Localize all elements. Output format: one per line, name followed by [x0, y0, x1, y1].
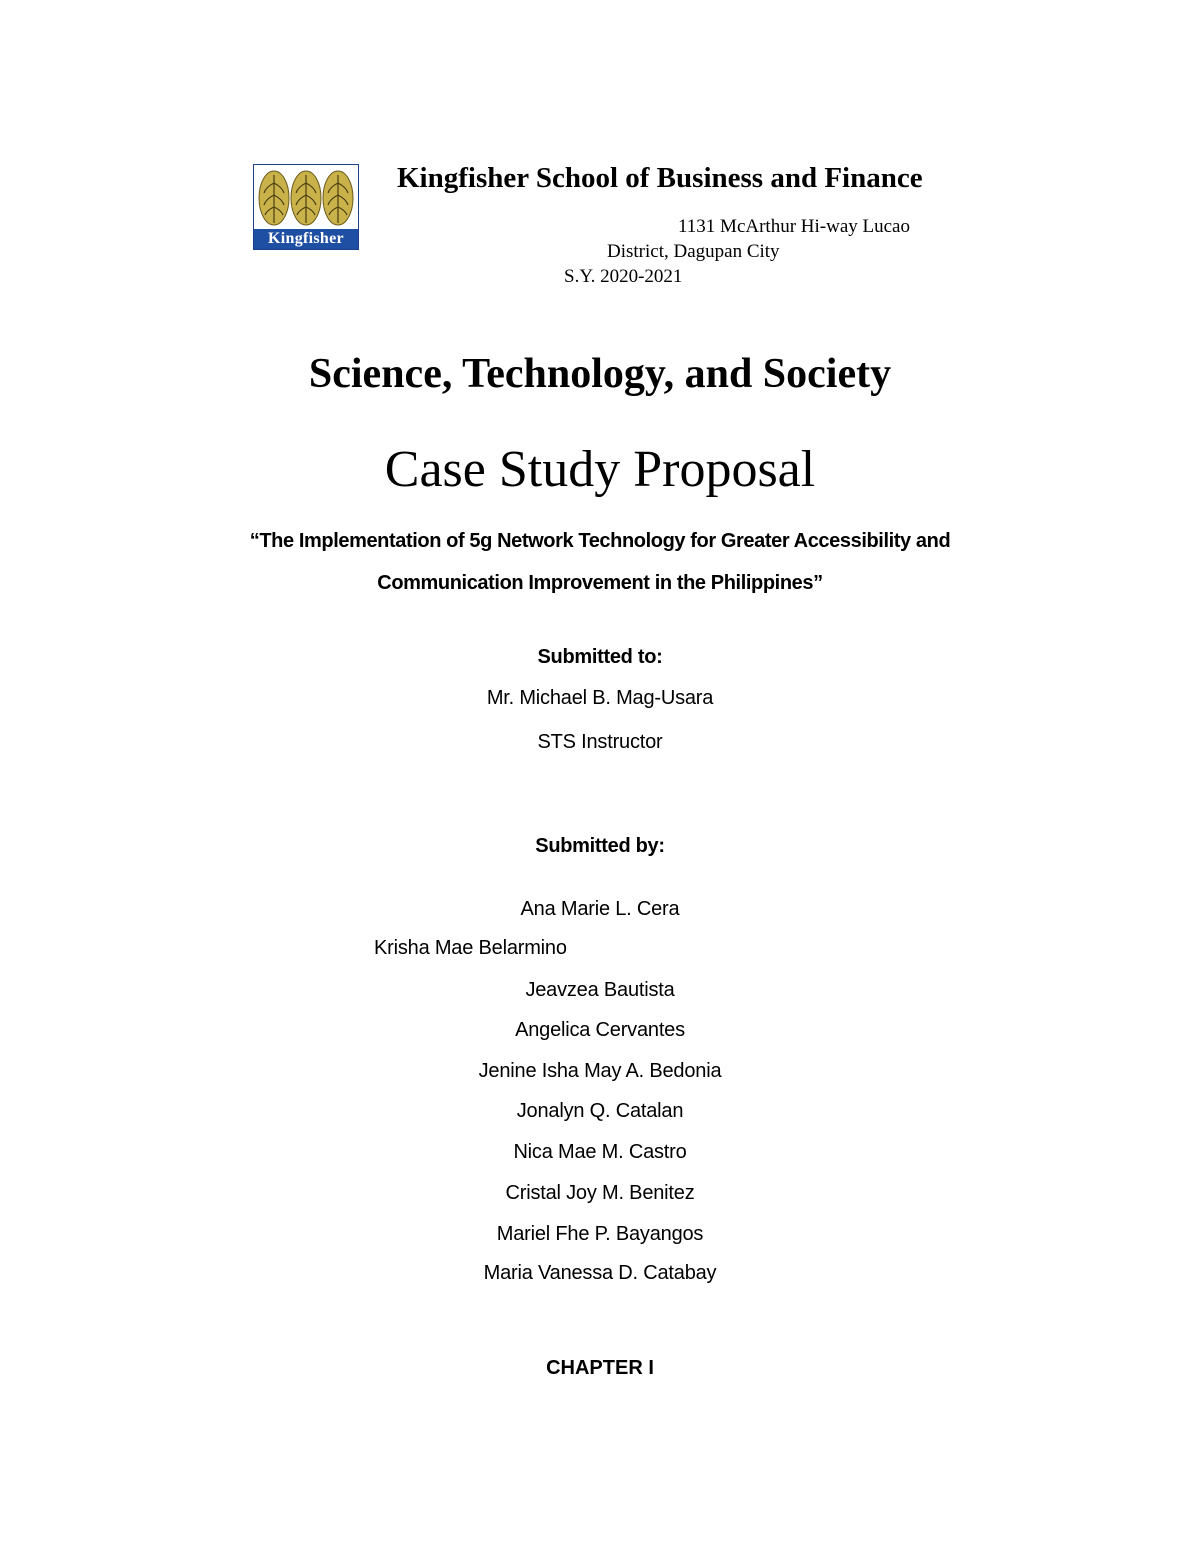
- study-title-line-2: Communication Improvement in the Philippines”: [377, 572, 823, 594]
- instructor-role: STS Instructor: [537, 731, 663, 753]
- member-name: Krisha Mae Belarmino: [374, 937, 567, 959]
- address-line-2: District, Dagupan City: [607, 241, 780, 262]
- subject-title: Science, Technology, and Society: [308, 351, 892, 397]
- document-title: Case Study Proposal: [384, 441, 816, 498]
- member-name: Cristal Joy M. Benitez: [505, 1182, 695, 1204]
- logo-wordmark: Kingfisher: [254, 229, 358, 249]
- school-logo: [253, 164, 359, 250]
- address-line-1: 1131 McArthur Hi-way Lucao: [678, 216, 910, 237]
- submitted-to-label: Submitted to:: [537, 646, 663, 668]
- school-year: S.Y. 2020-2021: [564, 266, 683, 287]
- wheat-emblem-icon: [254, 165, 358, 229]
- member-name: Mariel Fhe P. Bayangos: [496, 1223, 704, 1245]
- submitted-by-label: Submitted by:: [535, 835, 665, 857]
- member-name: Nica Mae M. Castro: [513, 1141, 687, 1163]
- member-name: Jenine Isha May A. Bedonia: [478, 1060, 722, 1082]
- member-name: Jeavzea Bautista: [525, 979, 675, 1001]
- instructor-name: Mr. Michael B. Mag-Usara: [486, 687, 714, 709]
- member-name: Jonalyn Q. Catalan: [516, 1100, 684, 1122]
- member-name: Ana Marie L. Cera: [520, 898, 680, 920]
- school-name: Kingfisher School of Business and Finance: [397, 162, 923, 194]
- study-title-line-1: “The Implementation of 5g Network Technology for Greater Accessibility and: [249, 530, 951, 552]
- member-name: Maria Vanessa D. Catabay: [483, 1262, 717, 1284]
- chapter-heading: CHAPTER I: [546, 1357, 654, 1379]
- member-name: Angelica Cervantes: [515, 1019, 685, 1041]
